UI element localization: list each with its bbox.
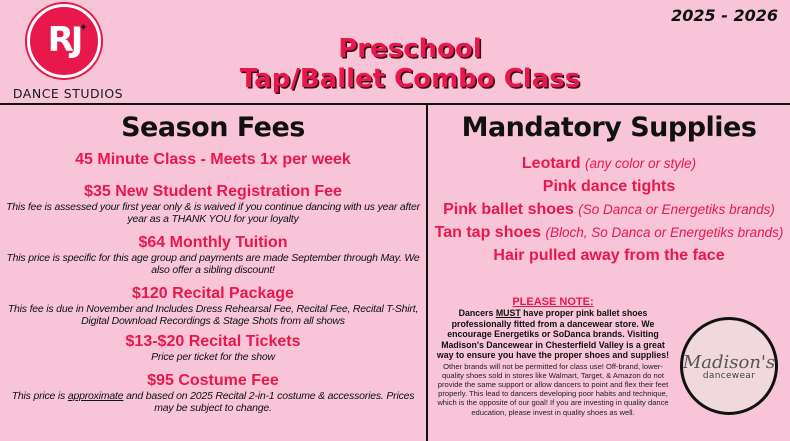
title-line-1: Preschool: [338, 34, 482, 64]
madison-logo-sub: dancewear: [702, 370, 756, 381]
please-note-heading: PLEASE NOTE:: [512, 296, 594, 308]
please-note-bold: [436, 308, 670, 361]
class-info: 45 Minute Class - Meets 1x per week: [75, 151, 351, 168]
fee-desc-pre: This price is: [11, 390, 68, 402]
supply-name: Pink ballet shoes: [443, 201, 574, 218]
season-fees-heading: Season Fees: [121, 112, 305, 143]
supply-item: [428, 152, 790, 175]
supplies-column: [428, 110, 790, 267]
season-fees-column: [0, 110, 426, 414]
fee-title: $35 New Student Registration Fee: [84, 183, 342, 200]
please-note-bold-post: have proper pink ballet shoes professionally fitted from a dancewear store. We encourage Energetiks or SoDanca brands. Visiting Madison's Dancewear in Chesterfield Valley is a great way to ensure you have the proper shoes and supplies!: [436, 308, 670, 360]
please-note-small: Other brands will not be permitted for class use! Off-brand, lower-quality shoes sold in stores like Walmart, Target, & Amazon do not provide the same support or allow dancers to point and flex their feet properly. This lead to dancers developing poor habits and technique, which is the opposite of our goal! If you are investing in quality dance education, please invest in quality shoes as well.: [437, 361, 669, 417]
fee-desc: This fee is assessed your first year only & is waived if you continue dancing with us year after year as a THANK YOU for your loyalty: [6, 201, 420, 225]
please-note-box: [436, 296, 670, 417]
supply-name: Tan tap shoes: [434, 224, 542, 241]
fee-title: $95 Costume Fee: [147, 372, 279, 389]
supply-name: Leotard: [521, 155, 581, 172]
fee-item: [0, 371, 426, 414]
logo-circle: [27, 4, 101, 78]
fee-title: $13-$20 Recital Tickets: [125, 333, 301, 350]
fee-title: $64 Monthly Tuition: [138, 234, 288, 251]
fee-desc-underlined: approximate: [67, 390, 124, 402]
fee-item: [0, 182, 426, 225]
fee-desc: Price per ticket for the show: [151, 351, 275, 363]
title-line-2: Tap/Ballet Combo Class: [239, 64, 581, 94]
fee-item: [0, 284, 426, 327]
supply-item: [428, 198, 790, 221]
fee-desc: This price is specific for this age group and payments are made September through May. We also offer a sibling discount!: [6, 252, 420, 276]
fee-item: [0, 233, 426, 276]
supply-note: (Bloch, So Danca or Energetiks brands): [545, 225, 784, 240]
please-note-bold-pre: Dancers: [458, 308, 496, 318]
fee-item: [0, 332, 426, 363]
madisons-dancewear-logo: [680, 317, 778, 415]
page-title: [170, 34, 650, 94]
horizontal-divider: [0, 103, 790, 105]
supply-note: (any color or style): [585, 156, 697, 171]
logo-text: DANCE STUDIOS: [12, 86, 124, 101]
supply-note: (So Danca or Energetiks brands): [578, 202, 775, 217]
supply-item: [428, 221, 790, 244]
rj-logo: [8, 2, 128, 102]
fee-desc: This fee is due in November and Includes Dress Rehearsal Fee, Recital Fee, Recital T-Shirt, Digital Download Recordings & Stage Shots from all shows: [7, 303, 419, 327]
please-note-must: MUST: [495, 308, 521, 318]
supplies-list: [428, 152, 790, 267]
star-icon: ✦: [78, 22, 88, 34]
season-year: 2025 - 2026: [671, 6, 778, 25]
logo-letters: RJ: [47, 20, 81, 60]
supply-name: Pink dance tights: [542, 178, 676, 195]
supplies-heading: Mandatory Supplies: [461, 112, 757, 143]
supply-item: [428, 175, 790, 198]
fee-title: $120 Recital Package: [132, 285, 294, 302]
fee-desc: [0, 390, 426, 414]
fee-desc-post: and based on 2025 Recital 2-in-1 costume & accessories. Prices may be subject to change.: [123, 390, 415, 414]
madison-logo-name: Madison's: [682, 351, 776, 373]
supply-item: [428, 244, 790, 267]
supply-name: Hair pulled away from the face: [493, 247, 725, 264]
